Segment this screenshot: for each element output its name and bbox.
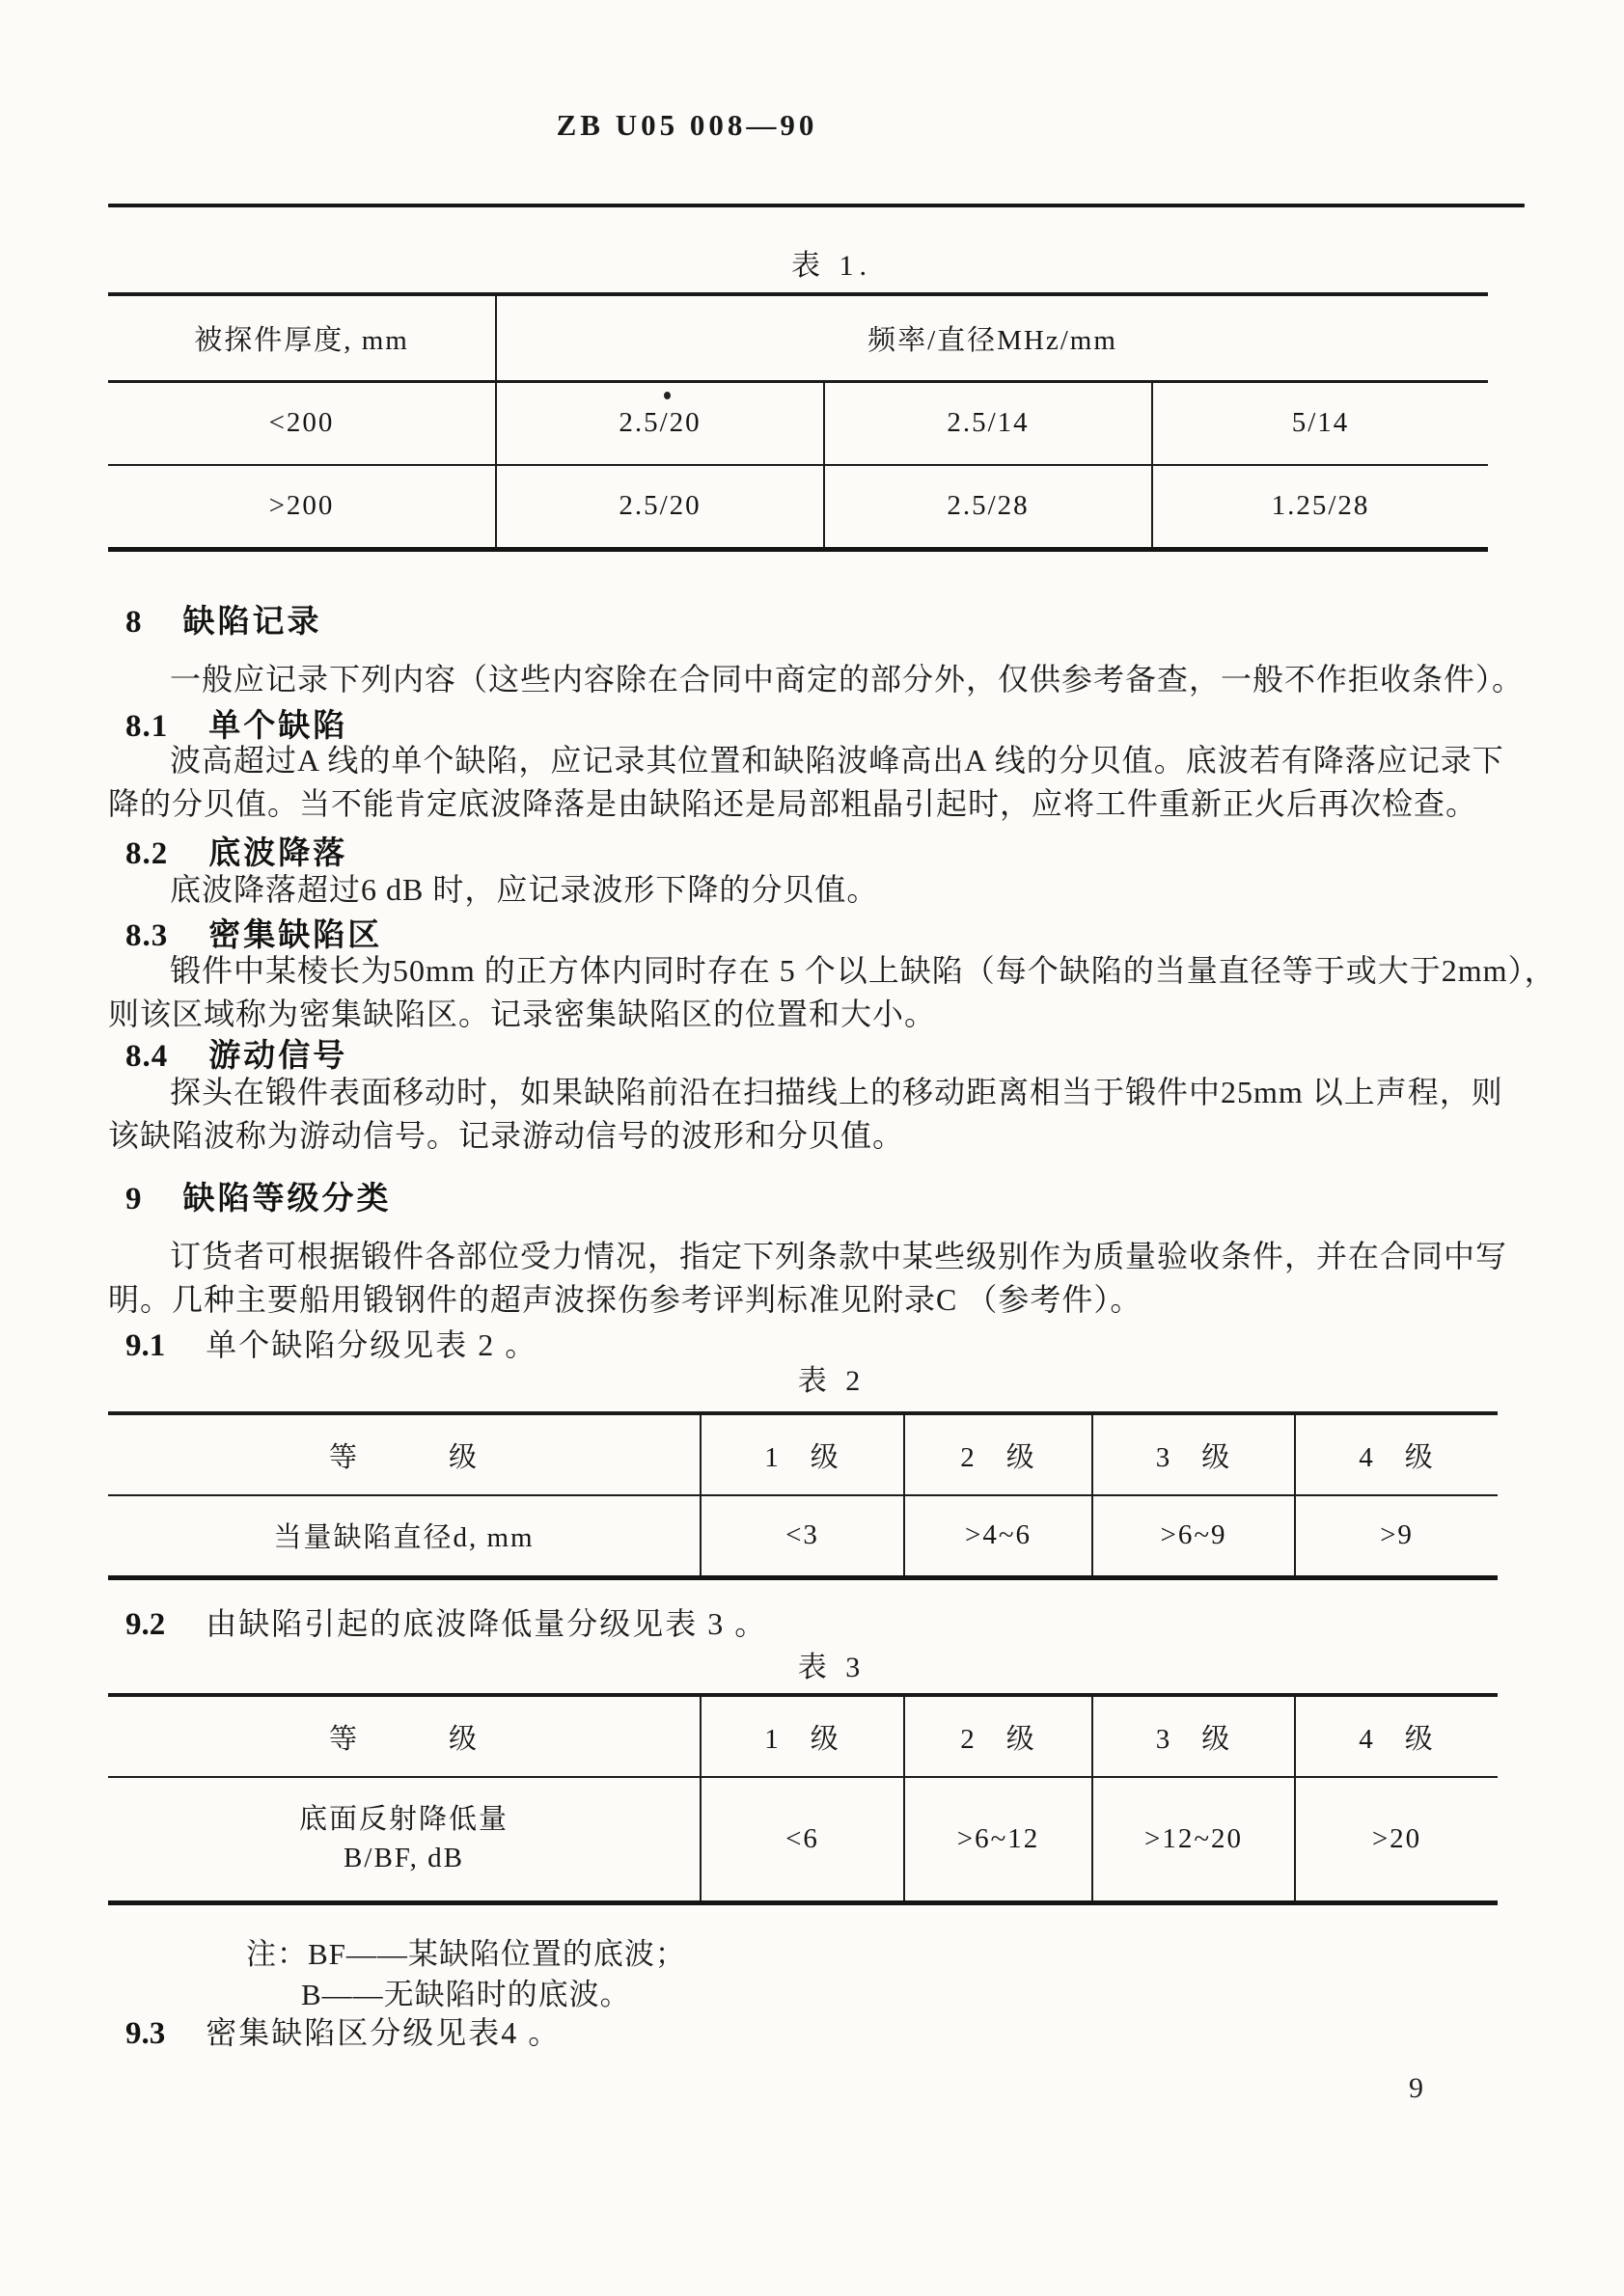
section-9-heading (108, 1173, 392, 1218)
clause-text: 由缺陷引起的底波降低量分级见表 3 。 (206, 1606, 768, 1641)
section-title: 底波降落 (208, 836, 348, 871)
clause-text: 密集缺陷区分级见表4 。 (206, 2015, 562, 2050)
table1-cell: 2.5/14 (824, 381, 1152, 465)
table3-row-label (108, 1777, 701, 1902)
table1 (108, 292, 1488, 552)
clause-9-3 (108, 2009, 561, 2053)
paragraph-line: 探头在锻件表面移动时，如果缺陷前沿在扫描线上的移动距离相当于锻件中25mm 以上声程，则 (170, 1075, 1503, 1109)
table3-header-cell: 3 级 (1092, 1695, 1295, 1777)
section-title: 密集缺陷区 (208, 918, 383, 953)
section-title: 缺陷记录 (182, 605, 322, 640)
paragraph-line: 则该区域称为密集缺陷区。记录密集缺陷区的位置和大小。 (108, 997, 937, 1031)
section-8-4-heading (108, 1030, 347, 1076)
table3-cell: <6 (701, 1777, 904, 1902)
table3-header-row (108, 1695, 1498, 1777)
section-title: 缺陷等级分类 (182, 1182, 392, 1216)
table2-header-cell: 等 级 (328, 1441, 479, 1473)
table1-cell: >200 (108, 465, 496, 549)
table3-header-cell: 等 级 (328, 1723, 479, 1755)
table2-caption: 表 2 (797, 1365, 867, 1397)
table1-frequency-header: 频率/直径MHz/mm (496, 294, 1488, 381)
paragraph-line: 明。几种主要船用锻钢件的超声波探伤参考评判标准见附录C （参考件）。 (108, 1282, 1142, 1317)
section-8-heading (108, 596, 322, 642)
table2-header-cell: 4 级 (1295, 1413, 1498, 1495)
table3-header-cell: 2 级 (904, 1695, 1092, 1777)
table3-cell: >6~12 (904, 1777, 1092, 1902)
table3-cell: >12~20 (1092, 1777, 1295, 1902)
clause-number: 9.1 (125, 1328, 166, 1363)
section-title: 单个缺陷 (208, 709, 348, 744)
table3-note-line-1: 注：BF——某缺陷位置的底波； (246, 1937, 686, 1971)
section-number: 8.3 (125, 918, 169, 953)
paragraph-line: 底波降落超过6 dB 时，应记录波形下降的分贝值。 (170, 872, 879, 907)
section-number: 9 (125, 1182, 143, 1216)
table1-thickness-header: 被探件厚度, mm (194, 324, 409, 356)
table2-header-cell: 2 级 (904, 1413, 1092, 1495)
table1-cell: 2.5/28 (824, 465, 1152, 549)
section-8-4-paragraph (108, 1071, 1555, 1158)
table1-cell: 5/14 (1152, 381, 1488, 465)
section-number: 8.2 (125, 836, 169, 871)
scan-speck (664, 392, 671, 399)
table2-cell: >9 (1295, 1495, 1498, 1577)
section-title: 游动信号 (208, 1039, 348, 1074)
table1-caption: 表 1. (791, 250, 872, 282)
table1-header-row (108, 294, 1488, 381)
table3-data-row (108, 1777, 1498, 1902)
section-9-intro (108, 1235, 1555, 1322)
table2-header-row (108, 1413, 1498, 1495)
paragraph-line: 该缺陷波称为游动信号。记录游动信号的波形和分贝值。 (108, 1118, 905, 1153)
clause-9-1 (108, 1321, 537, 1365)
paragraph-line: 一般应记录下列内容（这些内容除在合同中商定的部分外，仅供参考备查，一般不作拒收条件）。 (170, 662, 1525, 697)
row-label-line: B/BF, dB (344, 1843, 464, 1874)
table1-cell: 1.25/28 (1152, 465, 1488, 549)
clause-9-2 (108, 1599, 767, 1644)
table2-cell: >6~9 (1092, 1495, 1295, 1577)
row-label-line: 底面反射降低量 (298, 1804, 509, 1836)
clause-number: 9.3 (125, 2016, 166, 2051)
section-8-2-heading (108, 828, 347, 873)
table2-header-cell: 1 级 (701, 1413, 904, 1495)
table1-row-1 (108, 381, 1488, 465)
section-number: 8 (125, 605, 143, 640)
standard-code: ZB U05 008—90 (556, 108, 818, 142)
table2 (108, 1411, 1498, 1580)
paragraph-line: 波高超过A 线的单个缺陷，应记录其位置和缺陷波峰高出A 线的分贝值。底波若有降落应记录下 (170, 743, 1504, 778)
table2-data-row (108, 1495, 1498, 1577)
section-number: 8.4 (125, 1039, 169, 1074)
table3-note-line-2: B——无缺陷时的底波。 (301, 1978, 631, 2011)
clause-number: 9.2 (125, 1607, 166, 1642)
table3-cell: >20 (1295, 1777, 1498, 1902)
clause-text: 单个缺陷分级见表 2 。 (206, 1327, 538, 1362)
section-8-intro (108, 658, 1555, 701)
table1-cell: 2.5/20 (496, 381, 824, 465)
table3-header-cell: 1 级 (701, 1695, 904, 1777)
table1-cell: <200 (108, 381, 496, 465)
table1-cell: 2.5/20 (496, 465, 824, 549)
paragraph-line: 锻件中某棱长为50mm 的正方体内同时存在 5 个以上缺陷（每个缺陷的当量直径等于或大于2mm）， (170, 953, 1556, 988)
table2-header-cell: 3 级 (1092, 1413, 1295, 1495)
table2-cell: <3 (701, 1495, 904, 1577)
section-8-1-paragraph (108, 739, 1555, 826)
table1-row-2 (108, 465, 1488, 549)
table3 (108, 1693, 1498, 1905)
paragraph-line: 订货者可根据锻件各部位受力情况，指定下列条款中某些级别作为质量验收条件，并在合同中写 (170, 1239, 1508, 1273)
table3-caption: 表 3 (797, 1652, 867, 1683)
table3-header-cell: 4 级 (1295, 1695, 1498, 1777)
section-8-3-heading (108, 910, 382, 955)
paragraph-line: 降的分贝值。当不能肯定底波降落是由缺陷还是局部粗晶引起时，应将工件重新正火后再次检查。 (108, 786, 1478, 821)
page-number: 9 (1409, 2072, 1423, 2104)
table2-cell: >4~6 (904, 1495, 1092, 1577)
header-rule (108, 204, 1525, 207)
section-number: 8.1 (125, 709, 169, 744)
section-8-2-paragraph (108, 868, 1555, 912)
section-8-3-paragraph (108, 949, 1555, 1036)
table2-row-label: 当量缺陷直径d, mm (108, 1495, 701, 1577)
